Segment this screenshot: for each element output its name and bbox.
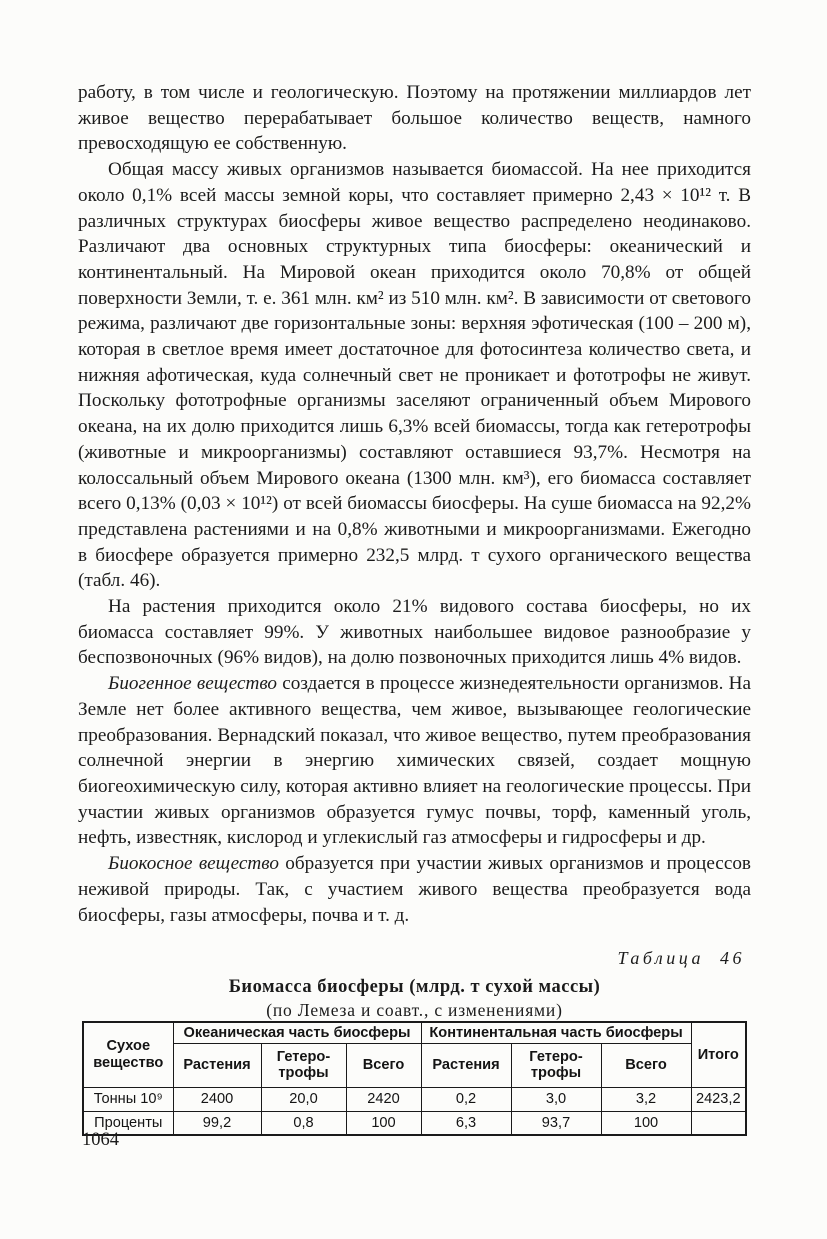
paragraph-text: На растения приходится около 21% видового состава биосферы, но их биомасса составляет 99%. У животных наибольшее видовое разнообразие у беспозвоночных (96% видов), на долю позвоночных приходится лишь 4% видов. <box>78 596 751 669</box>
body-text <box>78 80 751 928</box>
paragraph-text: Общая массу живых организмов называется биомассой. На нее приходится около 0,1% всей массы земной коры, что составляет примерно 2,43 × 10¹² т. В различных структурах биосферы живое вещество распределено неодинаково. Различают два основных структурных типа биосферы: океанический и континентальный. На Мировой океан приходится около 70,8% от общей поверхности Земли, т. е. 361 млн. км² из 510 млн. км². В зависимости от светового режима, различают две горизонтальные зоны: верхняя эфотическая (100 – 200 м), которая в светлое время имеет достаточное для фотосинтеза количество света, и нижняя афотическая, куда солнечный свет не проникает и фототрофы не живут. Поскольку фототрофные организмы заселяют ограниченный объем Мирового океана, на их долю приходится лишь 6,3% всей биомассы, тогда как гетеротрофы (животные и микроорганизмы) составляют оставшиеся 93,7%. Несмотря на колоссальный объем Мирового океана (1300 млн. км³), его биомасса составляет всего 0,13% (0,03 × 10¹²) от всей биомассы биосферы. На суше биомасса на 92,2% представлена растениями и на 0,8% животными и микроорганизмами. Ежегодно в биосфере образуется примерно 232,5 млрд. т сухого органического вещества (табл. 46). <box>78 159 751 592</box>
table-title: Биомасса биосферы (млрд. т сухой массы) <box>228 977 601 997</box>
table-row-tons <box>83 1087 746 1111</box>
table-caption: Таблица 46 <box>617 948 745 968</box>
row-label: Проценты <box>83 1111 173 1135</box>
table-cell: 6,3 <box>421 1111 511 1135</box>
table-cell <box>691 1111 746 1135</box>
paragraph <box>78 80 751 157</box>
table-cell: 20,0 <box>261 1087 346 1111</box>
table-cell: 99,2 <box>173 1111 261 1135</box>
header-heterotrophs-continent: Гетеро-трофы <box>511 1043 601 1087</box>
biomass-table <box>82 1021 747 1136</box>
paragraph-text: создается в процессе жизнедеятельности организмов. На Земле нет более активного вещества, чем живое, вызывающее геологические преобразования. Вернадский показал, что живое вещество, путем преобразования солнечной энергии в энергию химических связей, создает мощную биогеохимическую силу, которая активно влияет на геологические процессы. При участии живых организмов образуется гумус почвы, торф, каменный уголь, нефть, известняк, кислород и углекислый газ атмосферы и гидросферы и др. <box>78 673 751 849</box>
row-label: Тонны 10⁹ <box>83 1087 173 1111</box>
page-number: 1064 <box>82 1130 119 1150</box>
paragraph-text: работу, в том числе и геологическую. Поэтому на протяжении миллиардов лет живое вещество перерабатывает большое количество веществ, намного превосходящую ее собственную. <box>78 82 751 155</box>
paragraph <box>78 851 751 928</box>
header-grand-total: Итого <box>691 1022 746 1087</box>
table-subtitle: (по Лемеза и соавт., с изменениями) <box>266 1000 563 1020</box>
header-substance: Сухое вещество <box>83 1022 173 1087</box>
header-total-continent: Всего <box>601 1043 691 1087</box>
table-header-sub-row <box>83 1043 746 1087</box>
table-cell: 2423,2 <box>691 1087 746 1111</box>
header-plants-ocean: Растения <box>173 1043 261 1087</box>
header-heterotrophs-ocean: Гетеро-трофы <box>261 1043 346 1087</box>
table-cell: 0,8 <box>261 1111 346 1135</box>
paragraph <box>78 594 751 671</box>
header-total-ocean: Всего <box>346 1043 421 1087</box>
table-cell: 93,7 <box>511 1111 601 1135</box>
table-cell: 2400 <box>173 1087 261 1111</box>
table-header-group-row <box>83 1022 746 1043</box>
paragraph-text: образуется при участии живых организмов и процессов неживой природы. Так, с участием живого вещества преобразуется вода биосферы, газы атмосферы, почва и т. д. <box>78 853 751 926</box>
paragraph-lead-term: Биогенное вещество <box>108 673 278 695</box>
table-cell: 100 <box>601 1111 691 1135</box>
table-cell: 100 <box>346 1111 421 1135</box>
table-cell: 2420 <box>346 1087 421 1111</box>
table-cell: 3,2 <box>601 1087 691 1111</box>
table-cell: 0,2 <box>421 1087 511 1111</box>
table-row-percents <box>83 1111 746 1135</box>
paragraph-lead-term: Биокосное вещество <box>108 853 279 875</box>
table-cell: 3,0 <box>511 1087 601 1111</box>
paragraph <box>78 157 751 594</box>
header-group-continent: Континентальная часть биосферы <box>421 1022 691 1043</box>
header-group-ocean: Океаническая часть биосферы <box>173 1022 421 1043</box>
header-plants-continent: Растения <box>421 1043 511 1087</box>
paragraph <box>78 671 751 851</box>
